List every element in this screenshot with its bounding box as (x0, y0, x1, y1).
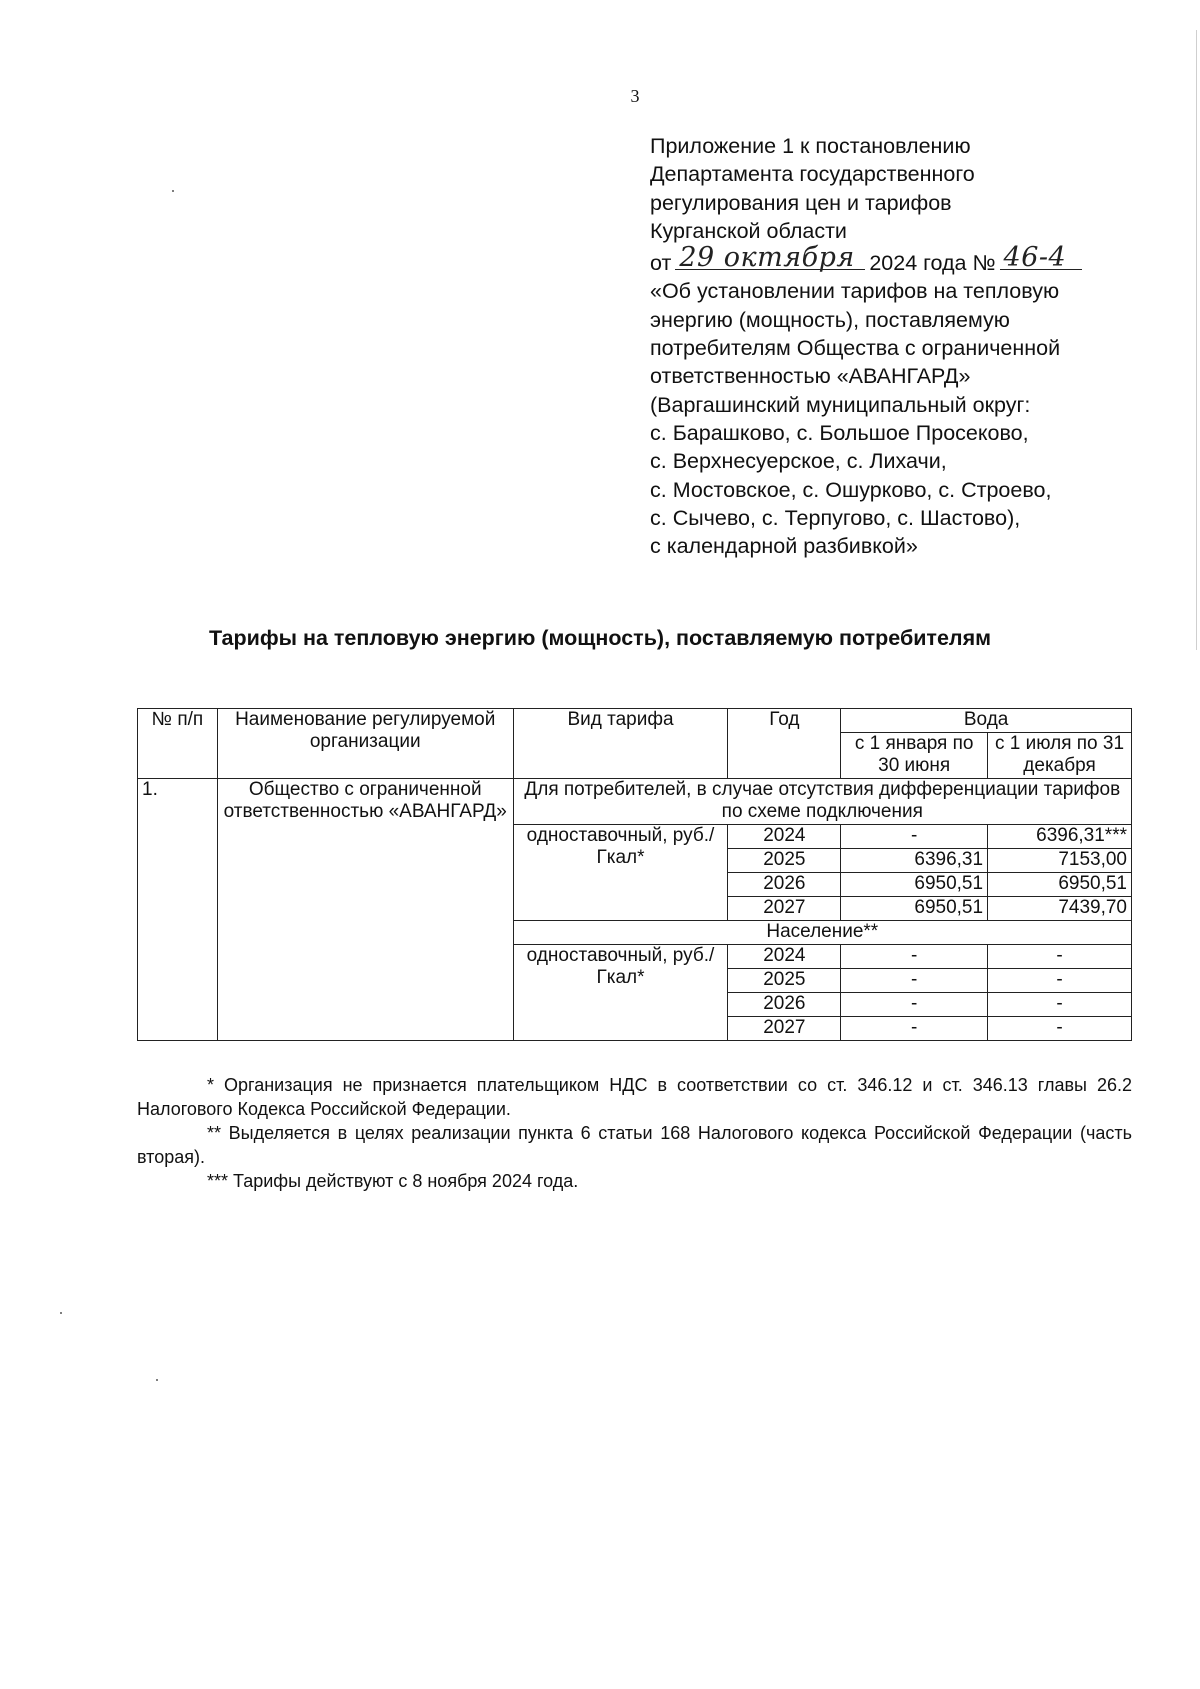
value-cell: - (841, 993, 988, 1017)
subject-line: с. Мостовское, с. Ошурково, с. Строево, (650, 477, 1052, 502)
subject-line: с. Верхнесуерское, с. Лихачи, (650, 449, 947, 474)
subject-line: «Об установлении тарифов на тепловую (650, 279, 1060, 304)
value-cell: - (841, 1017, 988, 1041)
appendix-line: регулирования цен и тарифов (650, 190, 952, 215)
header-period2: с 1 июля по 31 декабря (988, 733, 1132, 779)
group-label: Для потребителей, в случае отсутствия дифференциации тарифов по схеме подключения (513, 779, 1131, 825)
footnote: ** Выделяется в целях реализации пункта 6 статьи 168 Налогового кодекса Российской Федерации (часть вторая). (137, 1123, 1132, 1167)
header-water: Вода (841, 709, 1132, 733)
appendix-line: Департамента государственного (650, 162, 975, 187)
year-text: 2024 года № (869, 251, 996, 276)
year-cell: 2027 (728, 1017, 841, 1041)
subject-line: с календарной разбивкой» (650, 534, 918, 559)
subject-line: ответственностью «АВАНГАРД» (650, 364, 971, 389)
tariff-type: одноставочный, руб./Гкал* (513, 825, 728, 921)
footnote: * Организация не признается плательщиком НДС в соответствии со ст. 346.12 и ст. 346.13 главы 26.2 Налогового Кодекса Российской Федерации. (137, 1075, 1132, 1119)
year-cell: 2026 (728, 993, 841, 1017)
scan-speck (156, 1379, 158, 1381)
org-name: Общество с ограниченной ответственностью «АВАНГАРД» (217, 779, 513, 1041)
subject-line: энергию (мощность), поставляемую (650, 307, 1010, 332)
row-number: 1. (138, 779, 218, 1041)
value-cell: - (988, 993, 1132, 1017)
date-line (650, 241, 1170, 277)
header-tariff-type: Вид тарифа (513, 709, 728, 779)
value-cell: 6396,31*** (988, 825, 1132, 849)
value-cell: - (841, 825, 988, 849)
year-cell: 2024 (728, 825, 841, 849)
tariff-table (137, 708, 1132, 1041)
scan-speck (172, 190, 174, 192)
scan-edge (1196, 30, 1197, 650)
tariff-type: одноставочный, руб./Гкал* (513, 945, 728, 1041)
year-cell: 2025 (728, 849, 841, 873)
header-year: Год (728, 709, 841, 779)
appendix-line: Курганской области (650, 218, 847, 243)
handwritten-number: 46-4 (1003, 241, 1067, 273)
header-period1: с 1 января по 30 июня (841, 733, 988, 779)
value-cell: - (988, 969, 1132, 993)
header-num: № п/п (138, 709, 218, 779)
page-number: 3 (630, 86, 640, 106)
subject-line: с. Сычево, с. Терпугово, с. Шастово), (650, 505, 1021, 530)
value-cell: - (988, 1017, 1132, 1041)
value-cell: 7153,00 (988, 849, 1132, 873)
value-cell: 6950,51 (988, 873, 1132, 897)
value-cell: 6950,51 (841, 873, 988, 897)
footnote: *** Тарифы действуют с 8 ноября 2024 года. (207, 1171, 579, 1191)
appendix-line: Приложение 1 к постановлению (650, 134, 971, 158)
handwritten-date: 29 октября (679, 241, 855, 273)
subject-line: (Варгашинский муниципальный округ: (650, 392, 1031, 417)
year-cell: 2027 (728, 897, 841, 921)
value-cell: - (841, 945, 988, 969)
year-cell: 2024 (728, 945, 841, 969)
value-cell: - (841, 969, 988, 993)
date-prefix: от (650, 251, 672, 276)
footnotes (137, 1073, 1132, 1193)
value-cell: 7439,70 (988, 897, 1132, 921)
header-org: Наименование регулируемой организации (217, 709, 513, 779)
year-cell: 2026 (728, 873, 841, 897)
subject-line: с. Барашково, с. Большое Просеково, (650, 420, 1029, 445)
date-blank (675, 241, 865, 273)
scan-speck (60, 1312, 62, 1314)
appendix-header (650, 132, 1170, 560)
value-cell: 6950,51 (841, 897, 988, 921)
value-cell: 6396,31 (841, 849, 988, 873)
document-title: Тарифы на тепловую энергию (мощность), поставляемую потребителям (208, 626, 992, 650)
group-label: Население** (513, 921, 1131, 945)
subject-line: потребителям Общества с ограниченной (650, 336, 1061, 361)
year-cell: 2025 (728, 969, 841, 993)
header-row (138, 709, 1132, 733)
value-cell: - (988, 945, 1132, 969)
table-row (138, 779, 1132, 825)
number-blank (1000, 241, 1082, 273)
